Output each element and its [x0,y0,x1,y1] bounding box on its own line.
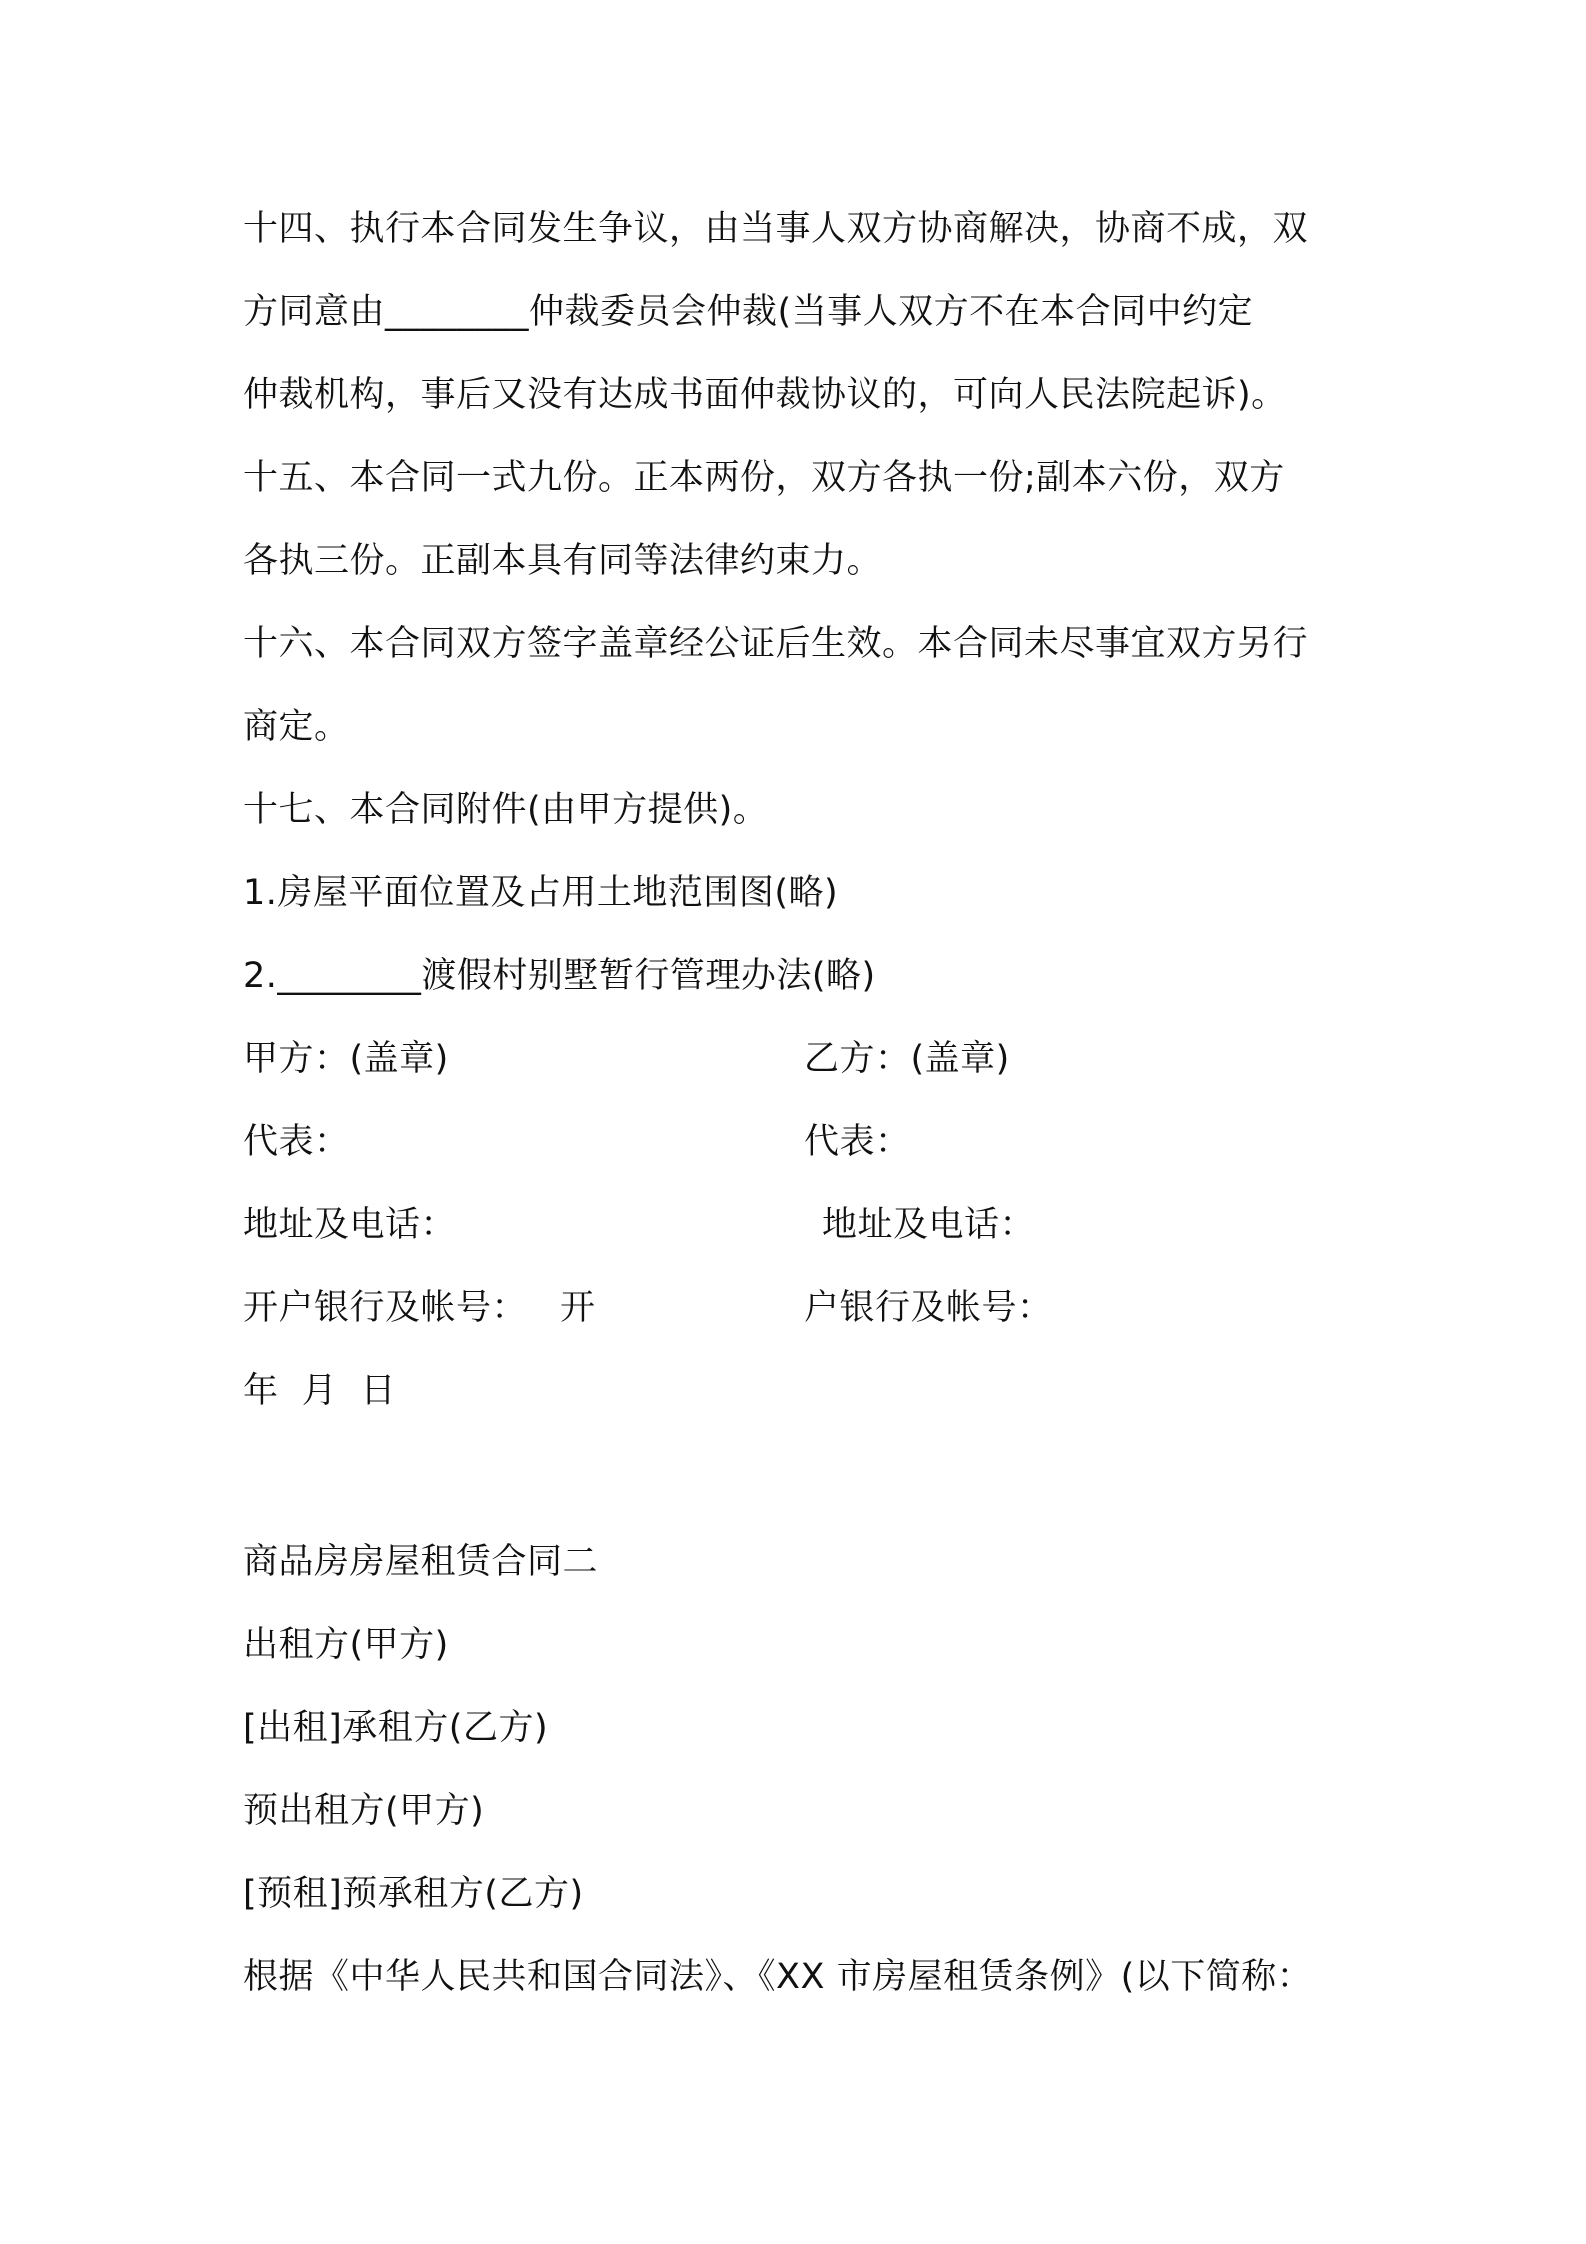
clause-14-line-1: 十四、执行本合同发生争议，由当事人双方协商解决，协商不成，双 [243,209,1309,249]
party-a-representative: 代表： [243,1122,350,1162]
party-a-address-phone: 地址及电话： [243,1205,457,1245]
clause-16-line-2: 商定。 [243,707,350,747]
party-b-seal: 乙方：(盖章) [804,1039,1010,1079]
clause-15-line-2: 各执三份。正副本具有同等法律约束力。 [243,541,883,581]
party-a-bank-account-tail: 开 [560,1288,596,1328]
party-a-seal: 甲方：(盖章) [243,1039,449,1079]
contract-2-title: 商品房房屋租赁合同二 [243,1542,599,1582]
clause-14-line-3: 仲裁机构，事后又没有达成书面仲裁协议的，可向人民法院起诉)。 [243,375,1287,415]
signing-date: 年 月 日 [243,1371,397,1411]
party-b-bank-account: 户银行及帐号： [804,1288,1053,1328]
lessee-party-b: [出租]承租方(乙方) [243,1708,549,1748]
party-b-representative: 代表： [804,1122,911,1162]
clause-17-line-1: 十七、本合同附件(由甲方提供)。 [243,790,769,830]
attachment-1: 1.房屋平面位置及占用土地范围图(略) [243,873,839,913]
legal-basis-line: 根据《中华人民共和国合同法》、《XX 市房屋租赁条例》(以下简称： [243,1957,1313,1997]
clause-15-line-1: 十五、本合同一式九份。正本两份，双方各执一份;副本六份，双方 [243,458,1285,498]
pre-lessee-party-b: [预租]预承租方(乙方) [243,1874,584,1914]
lessor-party-a: 出租方(甲方) [243,1625,449,1665]
party-b-address-phone: 地址及电话： [822,1205,1036,1245]
pre-lessor-party-a: 预出租方(甲方) [243,1791,485,1831]
party-a-bank-account: 开户银行及帐号： [243,1288,528,1328]
clause-16-line-1: 十六、本合同双方签字盖章经公证后生效。本合同未尽事宜双方另行 [243,624,1309,664]
attachment-2: 2.________渡假村别墅暂行管理办法(略) [243,956,876,996]
clause-14-line-2: 方同意由________仲裁委员会仲裁(当事人双方不在本合同中约定 [243,292,1254,332]
